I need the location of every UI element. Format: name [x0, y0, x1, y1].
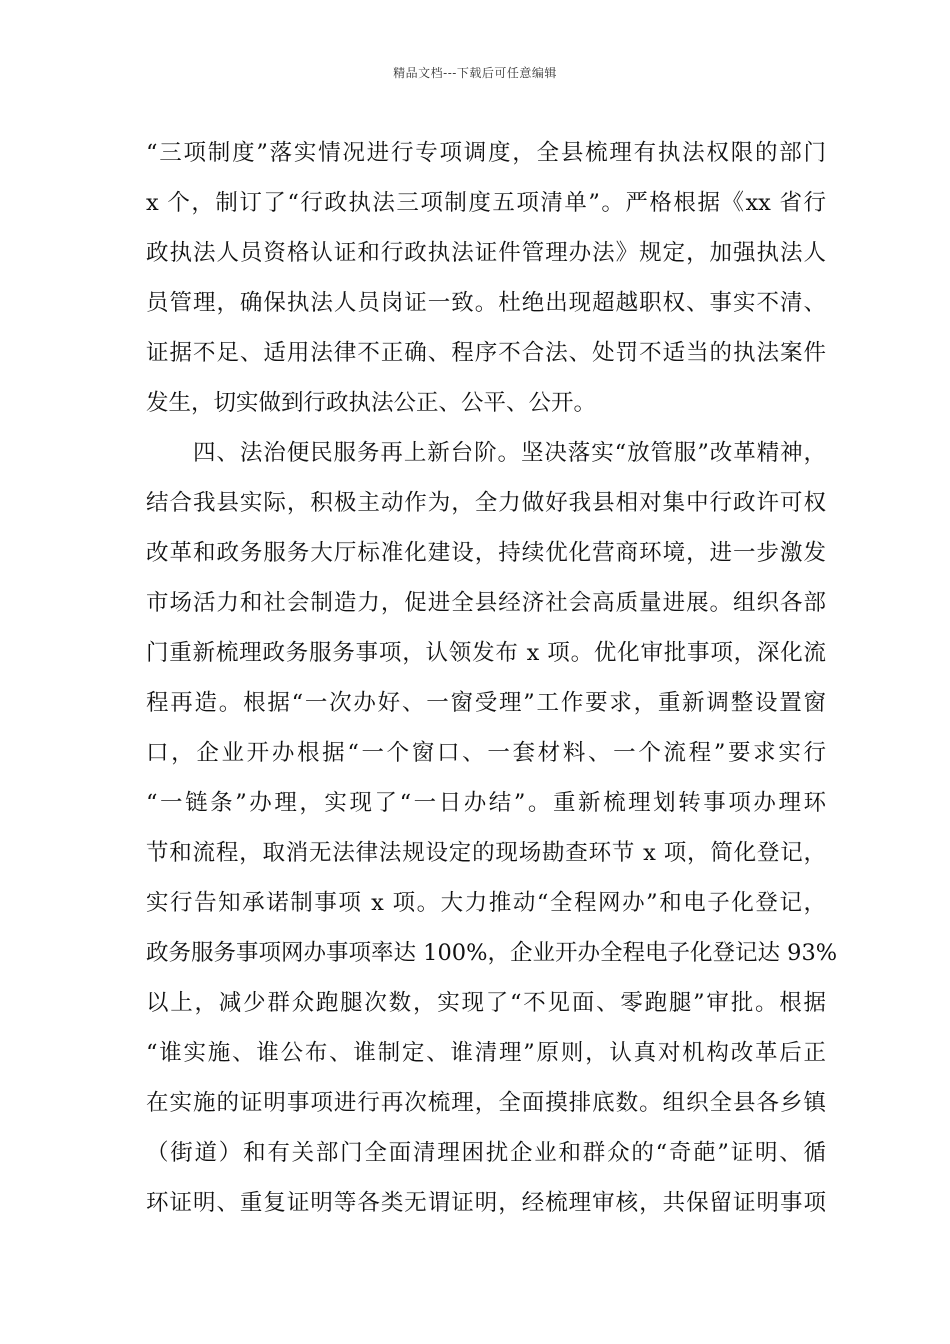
paragraph-line: 证据不足、适用法律不正确、程序不合法、处罚不适当的执法案件 — [146, 340, 826, 366]
paragraph-2 — [146, 428, 838, 1228]
paragraph-line: 在实施的证明事项进行再次梳理，全面摸排底数。组织全县各乡镇 — [146, 1090, 826, 1116]
paragraph-line: 政务服务事项网办事项率达 100%，企业开办全程电子化登记达 93% — [146, 940, 838, 966]
paragraph-line: x 个，制订了“行政执法三项制度五项清单”。严格根据《xx 省行 — [146, 190, 826, 216]
paragraph-line: 口，企业开办根据“一个窗口、一套材料、一个流程”要求实行 — [146, 740, 826, 766]
paragraph-line: 市场活力和社会制造力，促进全县经济社会高质量进展。组织各部 — [146, 590, 826, 616]
paragraph-line: 政执法人员资格认证和行政执法证件管理办法》规定，加强执法人 — [146, 240, 826, 266]
document-body — [146, 128, 838, 1228]
paragraph-line: 发生，切实做到行政执法公正、公平、公开。 — [146, 390, 597, 416]
paragraph-line: （街道）和有关部门全面清理困扰企业和群众的“奇葩”证明、循 — [146, 1140, 826, 1166]
paragraph-line: 改革和政务服务大厅标准化建设，持续优化营商环境，进一步激发 — [146, 540, 826, 566]
paragraph-line: 环证明、重复证明等各类无谓证明，经梳理审核，共保留证明事项 — [146, 1190, 826, 1216]
paragraph-1 — [146, 128, 826, 428]
paragraph-line: 结合我县实际，积极主动作为，全力做好我县相对集中行政许可权 — [146, 490, 826, 516]
paragraph-line: 以上，减少群众跑腿次数，实现了“不见面、零跑腿”审批。根据 — [146, 990, 826, 1016]
paragraph-line: “一链条”办理，实现了“一日办结”。重新梳理划转事项办理环 — [146, 790, 826, 816]
paragraph-line: 程再造。根据“一次办好、一窗受理”工作要求，重新调整设置窗 — [146, 690, 826, 716]
paragraph-line: 实行告知承诺制事项 x 项。大力推动“全程网办”和电子化登记， — [146, 890, 826, 916]
paragraph-line: “谁实施、谁公布、谁制定、谁清理”原则，认真对机构改革后正 — [146, 1040, 826, 1066]
page-header: 精品文档---下载后可任意编辑 — [393, 66, 557, 80]
paragraph-line: “三项制度”落实情况进行专项调度，全县梳理有执法权限的部门 — [146, 140, 826, 166]
paragraph-line: 四、法治便民服务再上新台阶。坚决落实“放管服”改革精神， — [193, 440, 826, 466]
paragraph-line: 员管理，确保执法人员岗证一致。杜绝出现超越职权、事实不清、 — [146, 290, 826, 316]
paragraph-line: 门重新梳理政务服务事项，认领发布 x 项。优化审批事项，深化流 — [146, 640, 826, 666]
paragraph-line: 节和流程，取消无法律法规设定的现场勘查环节 x 项，简化登记， — [146, 840, 826, 866]
